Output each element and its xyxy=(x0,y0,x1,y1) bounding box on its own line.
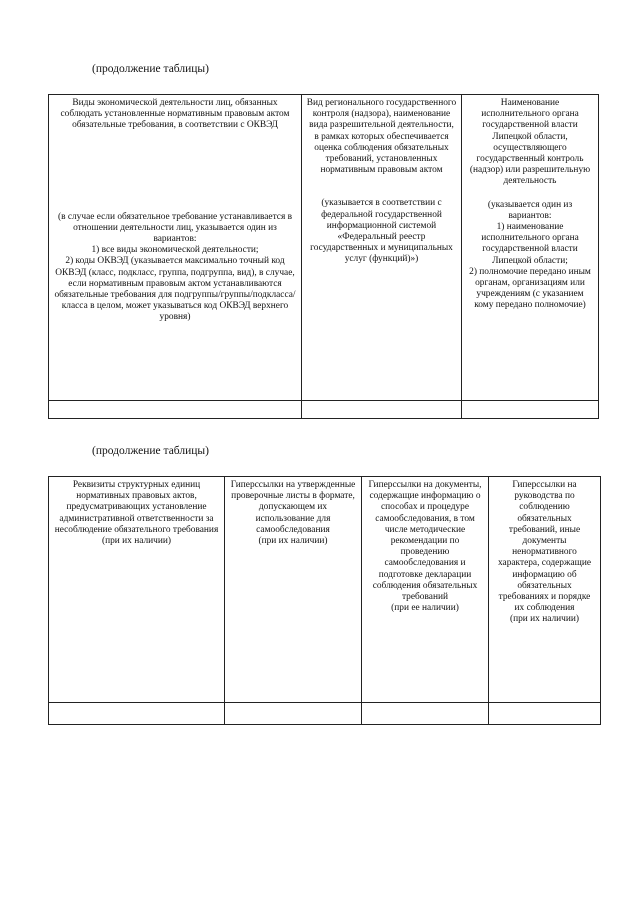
empty-cell xyxy=(489,703,601,725)
empty-cell xyxy=(49,401,302,419)
empty-cell xyxy=(362,703,489,725)
table-row-empty xyxy=(49,703,601,725)
empty-cell xyxy=(462,401,599,419)
header-cell-authority xyxy=(462,95,599,401)
header-cell-liability-acts xyxy=(49,477,225,703)
guidelines-text: Гиперссылки на руководства по соблюдению обязательных требований, иные документы ненормативного характера, содержащие информацию об обязательных требованиях и порядке их соблюдения (при их наличии) xyxy=(497,480,592,625)
table-part-1 xyxy=(48,94,599,419)
self-assessment-docs-text: Гиперссылки на документы, содержащие информацию о способах и процедуре самообследования, в том числе методические рекомендации по проведению самообследования и подготовке декларации соблюдения обязательных требований (при ее наличии) xyxy=(368,480,482,614)
table-header-row xyxy=(49,95,599,401)
header-cell-checklists xyxy=(225,477,362,703)
okved-note: (в случае если обязательное требование устанавливается в отношении деятельности лиц, указывается один из вариантов: 1) все виды экономической деятельности; 2) коды ОКВЭД (указывается максимально точный код ОКВЭД (класс, подкласс, группа, подгруппа, вид), в случае, если нормативным правовым актом устанавливаются обязательные требования для подгруппы/группы/подкласса/класса в целом, может указываться код ОКВЭД верхнего уровня) xyxy=(54,211,296,323)
empty-cell xyxy=(302,401,462,419)
empty-cell xyxy=(49,703,225,725)
table-row-empty xyxy=(49,401,599,419)
checklists-text: Гиперссылки на утвержденные проверочные листы в формате, допускающем их использование для самообследования (при их наличии) xyxy=(230,480,356,547)
empty-cell xyxy=(225,703,362,725)
table-part-2 xyxy=(48,476,601,725)
control-type-note: (указывается в соответствии с федеральной государственной информационной системой «Федеральный реестр государственных и муниципальных услуг (функций)») xyxy=(310,198,453,265)
table-header-row xyxy=(49,477,601,703)
header-cell-okved xyxy=(49,95,302,401)
header-cell-control-type xyxy=(302,95,462,401)
header-cell-guidelines xyxy=(489,477,601,703)
control-type-heading: Вид регионального государственного контроля (надзора), наименование вида разрешительной деятельности, в рамках которых обеспечивается оценка соблюдения обязательных требований, установленных нормативным правовым актом xyxy=(306,98,457,176)
okved-heading: Виды экономической деятельности лиц, обязанных соблюдать установленные нормативным правовым актом обязательные требования, в соответствии с ОКВЭД xyxy=(60,98,290,131)
table-continuation-caption-1: (продолжение таблицы) xyxy=(92,63,209,75)
table-continuation-caption-2: (продолжение таблицы) xyxy=(92,445,209,457)
authority-heading: Наименование исполнительного органа государственной власти Липецкой области, осуществляющего государственный контроль (надзор) или разрешительную деятельность xyxy=(469,98,591,187)
header-cell-self-assessment-docs xyxy=(362,477,489,703)
authority-note: (указывается один из вариантов: 1) наименование исполнительного органа государственной власти Липецкой области; 2) полномочие передано иным органам, организациям или учреждениям (с указанием кому передано полномочие) xyxy=(469,199,591,311)
liability-acts-text: Реквизиты структурных единиц нормативных правовых актов, предусматривающих установление административной ответственности за несоблюдение обязательного требования (при их наличии) xyxy=(54,480,219,547)
